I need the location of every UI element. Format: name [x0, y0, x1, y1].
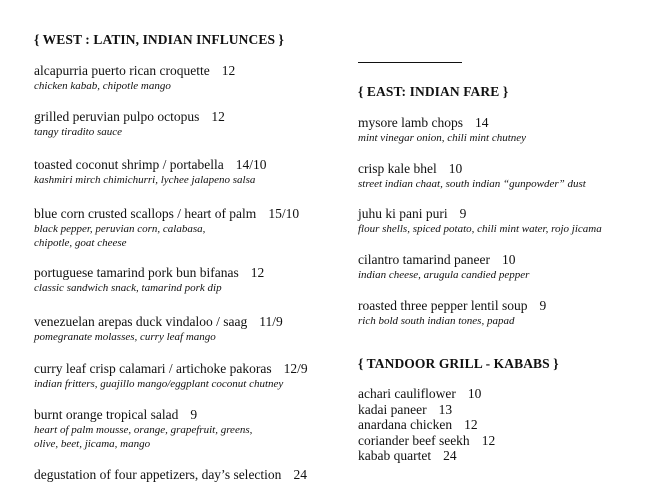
item-description: heart of palm mousse, orange, grapefruit, greens, [34, 424, 253, 436]
item-name: portuguese tamarind pork bun bifanas [34, 265, 239, 280]
menu-item [358, 252, 529, 282]
item-description: classic sandwich snack, tamarind pork dip [34, 282, 222, 294]
item-description: rich bold south indian tones, papad [358, 315, 515, 327]
item-price: 10 [467, 386, 482, 401]
item-name: kadai paneer [358, 401, 427, 417]
item-description: black pepper, peruvian corn, calabasa, [34, 223, 206, 235]
item-price: 11/9 [259, 314, 283, 329]
menu-item [358, 298, 546, 328]
item-price: 9 [539, 298, 547, 313]
kabab-list [358, 386, 495, 464]
item-name: curry leaf crisp calamari / artichoke pakoras [34, 361, 272, 376]
menu-item [358, 115, 526, 145]
item-name: mysore lamb chops [358, 115, 463, 130]
item-description: pomegranate molasses, curry leaf mango [34, 331, 216, 343]
item-name: venezuelan arepas duck vindaloo / saag [34, 314, 248, 329]
item-name: crisp kale bhel [358, 161, 437, 176]
item-description: flour shells, spiced potato, chili mint water, rojo jicama [358, 223, 602, 235]
list-item [358, 448, 495, 464]
item-price: 14 [474, 115, 489, 130]
menu-item [34, 109, 225, 139]
item-description: tangy tiradito sauce [34, 126, 122, 138]
item-price: 15/10 [268, 206, 300, 221]
item-price: 24 [443, 448, 457, 463]
menu-item [34, 265, 264, 295]
item-name: alcapurria puerto rican croquette [34, 63, 210, 78]
item-name: roasted three pepper lentil soup [358, 298, 528, 313]
item-price: 13 [438, 401, 453, 417]
item-price: 24 [293, 467, 307, 482]
menu-item [34, 407, 252, 451]
item-name: achari cauliflower [358, 386, 456, 401]
item-description: street indian chaat, south indian “gunpowder” dust [358, 178, 586, 190]
item-name: coriander beef seekh [358, 432, 470, 448]
item-description: indian cheese, arugula candied pepper [358, 269, 530, 281]
item-name: toasted coconut shrimp / portabella [34, 157, 224, 172]
item-name: kabab quartet [358, 448, 432, 463]
menu-item [358, 161, 586, 191]
item-price: 12 [250, 265, 265, 280]
east-heading: { EAST: INDIAN FARE } [358, 84, 509, 99]
item-description: indian fritters, guajillo mango/eggplant coconut chutney [34, 378, 284, 390]
item-price: 12 [221, 63, 236, 78]
list-item [358, 402, 495, 418]
list-item [358, 433, 495, 449]
item-name: anardana chicken [358, 417, 453, 432]
item-name: blue corn crusted scallops / heart of palm [34, 206, 257, 221]
menu-item [34, 63, 235, 93]
item-description: olive, beet, jicama, mango [34, 438, 151, 450]
item-price: 12/9 [283, 361, 308, 376]
menu-item [34, 361, 308, 391]
item-price: 14/10 [235, 157, 267, 172]
item-name: juhu ki pani puri [358, 206, 448, 221]
divider-rule [358, 62, 462, 63]
item-description: mint vinegar onion, chili mint chutney [358, 132, 527, 144]
item-description: chipotle, goat cheese [34, 237, 127, 249]
list-item [358, 386, 495, 402]
item-description: kashmiri mirch chimichurri, lychee jalapeno salsa [34, 174, 256, 186]
menu-item [34, 206, 299, 250]
item-price: 12 [481, 432, 496, 448]
menu-item [358, 206, 602, 236]
item-price: 10 [448, 161, 463, 176]
item-name: cilantro tamarind paneer [358, 252, 490, 267]
item-price: 9 [459, 206, 467, 221]
list-item [358, 417, 495, 433]
item-name: degustation of four appetizers, day’s selection [34, 467, 282, 482]
menu-item [34, 467, 307, 483]
menu-item [34, 157, 266, 187]
tandoor-heading: { TANDOOR GRILL - KABABS } [358, 356, 559, 371]
west-heading: { WEST : LATIN, INDIAN INFLUNCES } [34, 32, 284, 47]
menu-item [34, 314, 283, 344]
item-price: 12 [464, 417, 478, 432]
item-name: grilled peruvian pulpo octopus [34, 109, 200, 124]
item-price: 10 [501, 252, 516, 267]
item-price: 9 [190, 407, 198, 422]
item-description: chicken kabab, chipotle mango [34, 80, 171, 92]
item-name: burnt orange tropical salad [34, 407, 179, 422]
item-price: 12 [211, 109, 225, 124]
